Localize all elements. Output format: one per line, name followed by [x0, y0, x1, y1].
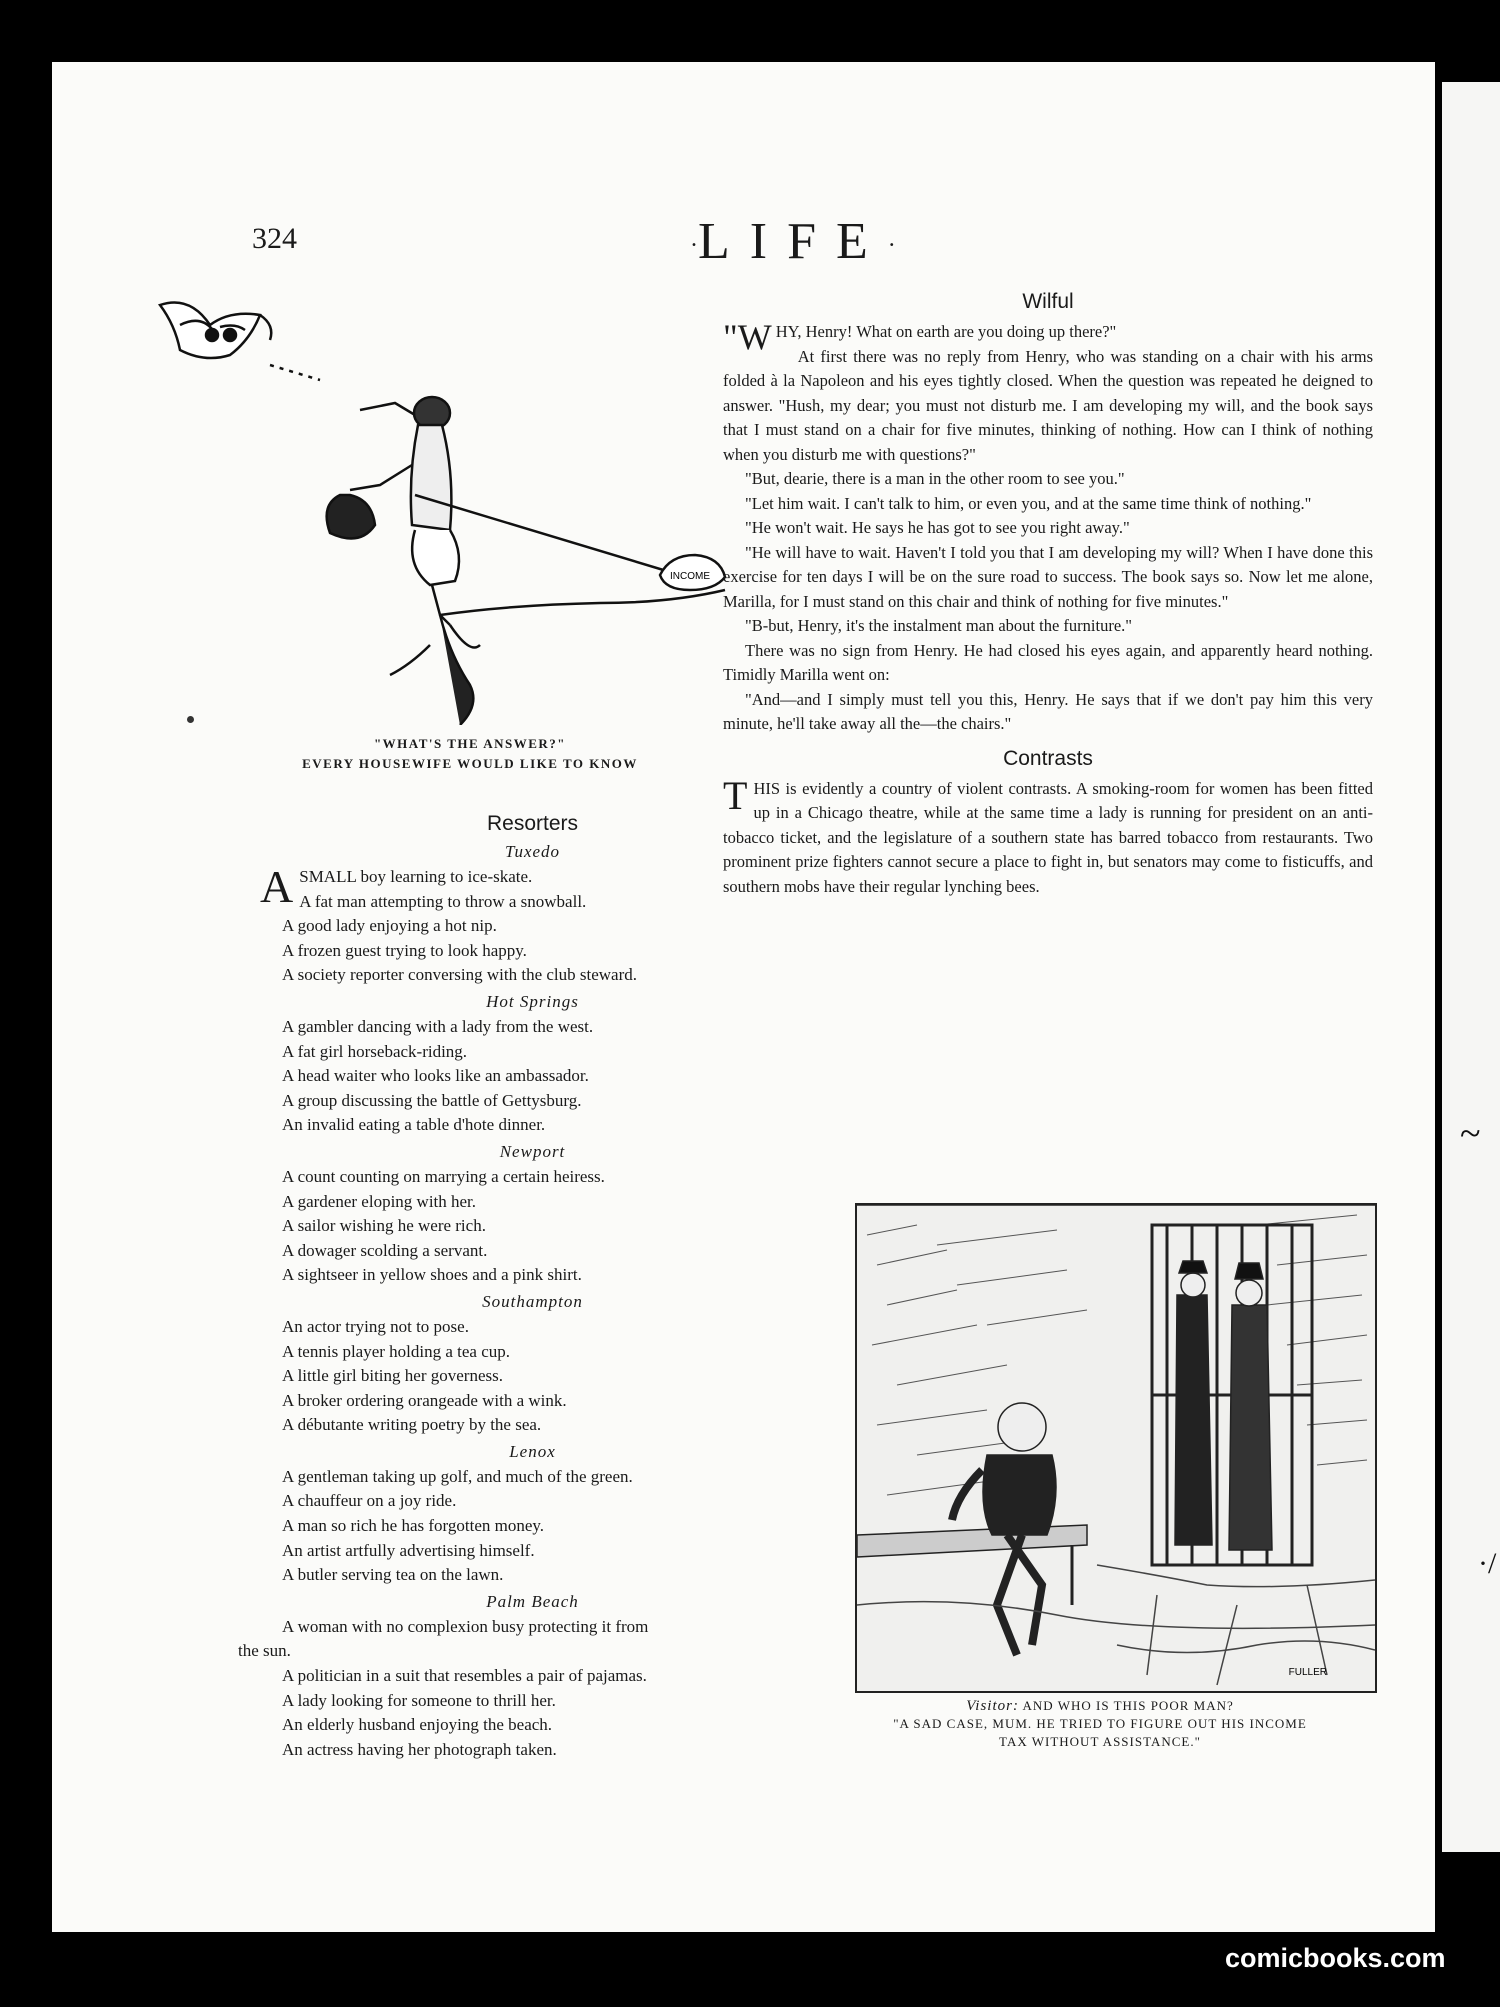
poem-line: An actor trying not to pose. [282, 1316, 469, 1336]
poem-stanza [238, 1615, 805, 1763]
site-watermark: comicbooks.com [1225, 1943, 1446, 1973]
paragraph: At first there was no reply from Henry, who was standing on a chair with his arms folded à la Napoleon and his eyes tightly closed. When the question was repeated he deigned to answer. "Hush, my dear; you must not disturb me. I am developing my will, and the book says that I must stand on a chair for five minutes, thinking of nothing. How can I think of nothing when you disturb me with questions?" [723, 346, 1373, 464]
page-number: 324 [252, 222, 297, 255]
poem-line-text: SMALL boy learning to ice-skate. [299, 867, 533, 886]
article-wilful [723, 290, 1373, 899]
poem-line: A fat man attempting to throw a snowball. [299, 891, 587, 911]
paragraph [723, 772, 1373, 900]
cartoon-caption [820, 1697, 1380, 1751]
poem-line: A politician in a suit that resembles a pair of pajamas. [282, 1666, 647, 1686]
poem-line: A woman with no complexion busy protecting it from [282, 1616, 649, 1636]
poem-stanza [260, 1315, 805, 1438]
article-body [723, 317, 1373, 737]
poem-line: A gambler dancing with a lady from the west. [282, 1016, 594, 1036]
paragraph: "And—and I simply must tell you this, Henry. He says that if we don't pay him this very minute, he'll take away all the—the chairs." [723, 689, 1373, 733]
first-line: HY, Henry! What on earth are you doing up there?" [775, 322, 1117, 341]
paragraph-text: HIS is evidently a country of violent contrasts. A smoking-room for women has been fitted up in a Chicago theatre, while at the same time a lady is running for president on an anti-tobacco ticket, and the legislature of a southern state has barred tobacco from restaurants. Two prominent prize fighters cannot secure a place to fight in, but senators may come to fisticuffs, and southern mobs have their regular lynching bees. [723, 778, 1373, 896]
income-sack-label: INCOME [670, 571, 710, 582]
adjacent-page-mark: ~ [1460, 1113, 1481, 1155]
caption-title: "WHAT'S THE ANSWER?" [373, 736, 567, 751]
paragraph: "But, dearie, there is a man in the other room to see you." [745, 469, 1125, 488]
poem-line: A sailor wishing he were rich. [282, 1216, 486, 1236]
resort-place-name: Southampton [482, 1291, 583, 1311]
poem-line: A gentleman taking up golf, and much of the green. [282, 1466, 633, 1486]
paragraph: "He will have to wait. Haven't I told you that I am developing my will? When I have done this exercise for ten days I will be on the sure road to success. The book says so. Now let me alone, Marilla, for I must stand on this chair and think of nothing for five minutes." [723, 542, 1373, 611]
poem-line: A lady looking for someone to thrill her. [282, 1690, 556, 1710]
resort-place-name: Palm Beach [486, 1591, 579, 1611]
poem-line: An artist artfully advertising himself. [282, 1540, 535, 1560]
masthead-dot: · [887, 232, 896, 259]
poem-line: A butler serving tea on the lawn. [282, 1565, 504, 1585]
masthead-title: LIFE [698, 213, 888, 270]
poem-line: A débutante writing poetry by the sea. [282, 1415, 542, 1435]
masthead-dot: · [690, 232, 698, 259]
article-title: Wilful [1022, 290, 1074, 313]
poem-line: A gardener eloping with her. [282, 1191, 477, 1211]
paragraph: "Let him wait. I can't talk to him, or even you, and at the same time think of nothing." [745, 493, 1312, 513]
drop-cap: T [723, 772, 748, 818]
caption-speaker: Visitor: [966, 1698, 1019, 1714]
artist-signature: FULLER [1288, 1667, 1327, 1678]
drop-cap: A [260, 861, 294, 912]
poem-line: An actress having her photograph taken. [282, 1739, 557, 1759]
resort-place-name: Hot Springs [486, 991, 579, 1011]
caption-subtitle: EVERY HOUSEWIFE WOULD LIKE TO KNOW [302, 756, 638, 771]
poem-line: An elderly husband enjoying the beach. [282, 1715, 553, 1735]
paragraph: There was no sign from Henry. He had closed his eyes again, and apparently heard nothing. Timidly Marilla went on: [723, 640, 1373, 684]
article-contrasts-body [723, 772, 1373, 900]
poem-line: A broker ordering orangeade with a wink. [282, 1390, 567, 1410]
poem-line: A count counting on marrying a certain heiress. [282, 1166, 605, 1186]
jail-drawing [857, 1205, 1375, 1691]
poem-line: A frozen guest trying to look happy. [282, 940, 527, 960]
adjacent-page-mark: ·/ [1478, 1547, 1497, 1580]
poem-stanza [260, 1465, 805, 1588]
paragraph [723, 317, 1373, 357]
drop-cap: "W [723, 317, 772, 357]
poem-line: A man so rich he has forgotten money. [282, 1516, 545, 1536]
poem-line: A group discussing the battle of Gettysburg. [282, 1090, 582, 1110]
poem-line: A society reporter conversing with the club steward. [282, 965, 638, 985]
article-title: Contrasts [1003, 746, 1093, 770]
caption-line: AND WHO IS THIS POOR MAN? [1022, 1698, 1234, 1713]
resort-place-name: Lenox [509, 1441, 556, 1461]
poem-line: A dowager scolding a servant. [282, 1240, 488, 1260]
article-resorters [238, 812, 805, 1762]
poem-line: A good lady enjoying a hot nip. [282, 916, 497, 936]
article-title: Resorters [486, 812, 579, 835]
poem-stanza [260, 1015, 805, 1138]
cartoon-caption [190, 734, 750, 774]
cartoon-illustration-housewife [150, 285, 730, 725]
poem-line: A head waiter who looks like an ambassador. [282, 1066, 589, 1086]
caption-line: TAX WITHOUT ASSISTANCE." [999, 1734, 1201, 1749]
adjacent-page-edge [1442, 82, 1500, 1852]
poem-line: the sun. [238, 1641, 291, 1661]
paragraph: "He won't wait. He says he has got to see you right away." [745, 518, 1130, 537]
cartoon-illustration-jail [855, 1203, 1377, 1693]
poem-line: A little girl biting her governess. [282, 1366, 503, 1386]
masthead [690, 212, 896, 271]
resort-place-name: Tuxedo [504, 842, 561, 861]
paragraph: "B-but, Henry, it's the instalment man about the furniture." [745, 616, 1133, 635]
poem-stanza [260, 1165, 805, 1288]
poem-line: A sightseer in yellow shoes and a pink shirt. [282, 1265, 582, 1285]
poem-line: A tennis player holding a tea cup. [282, 1341, 511, 1361]
poem-line: A chauffeur on a joy ride. [282, 1491, 457, 1511]
poem-line: An invalid eating a table d'hote dinner. [282, 1115, 546, 1135]
poem-line: A fat girl horseback-riding. [282, 1041, 468, 1061]
resort-place-name: Newport [499, 1141, 566, 1161]
caption-line: "A SAD CASE, MUM. HE TRIED TO FIGURE OUT HIS INCOME [893, 1716, 1307, 1731]
